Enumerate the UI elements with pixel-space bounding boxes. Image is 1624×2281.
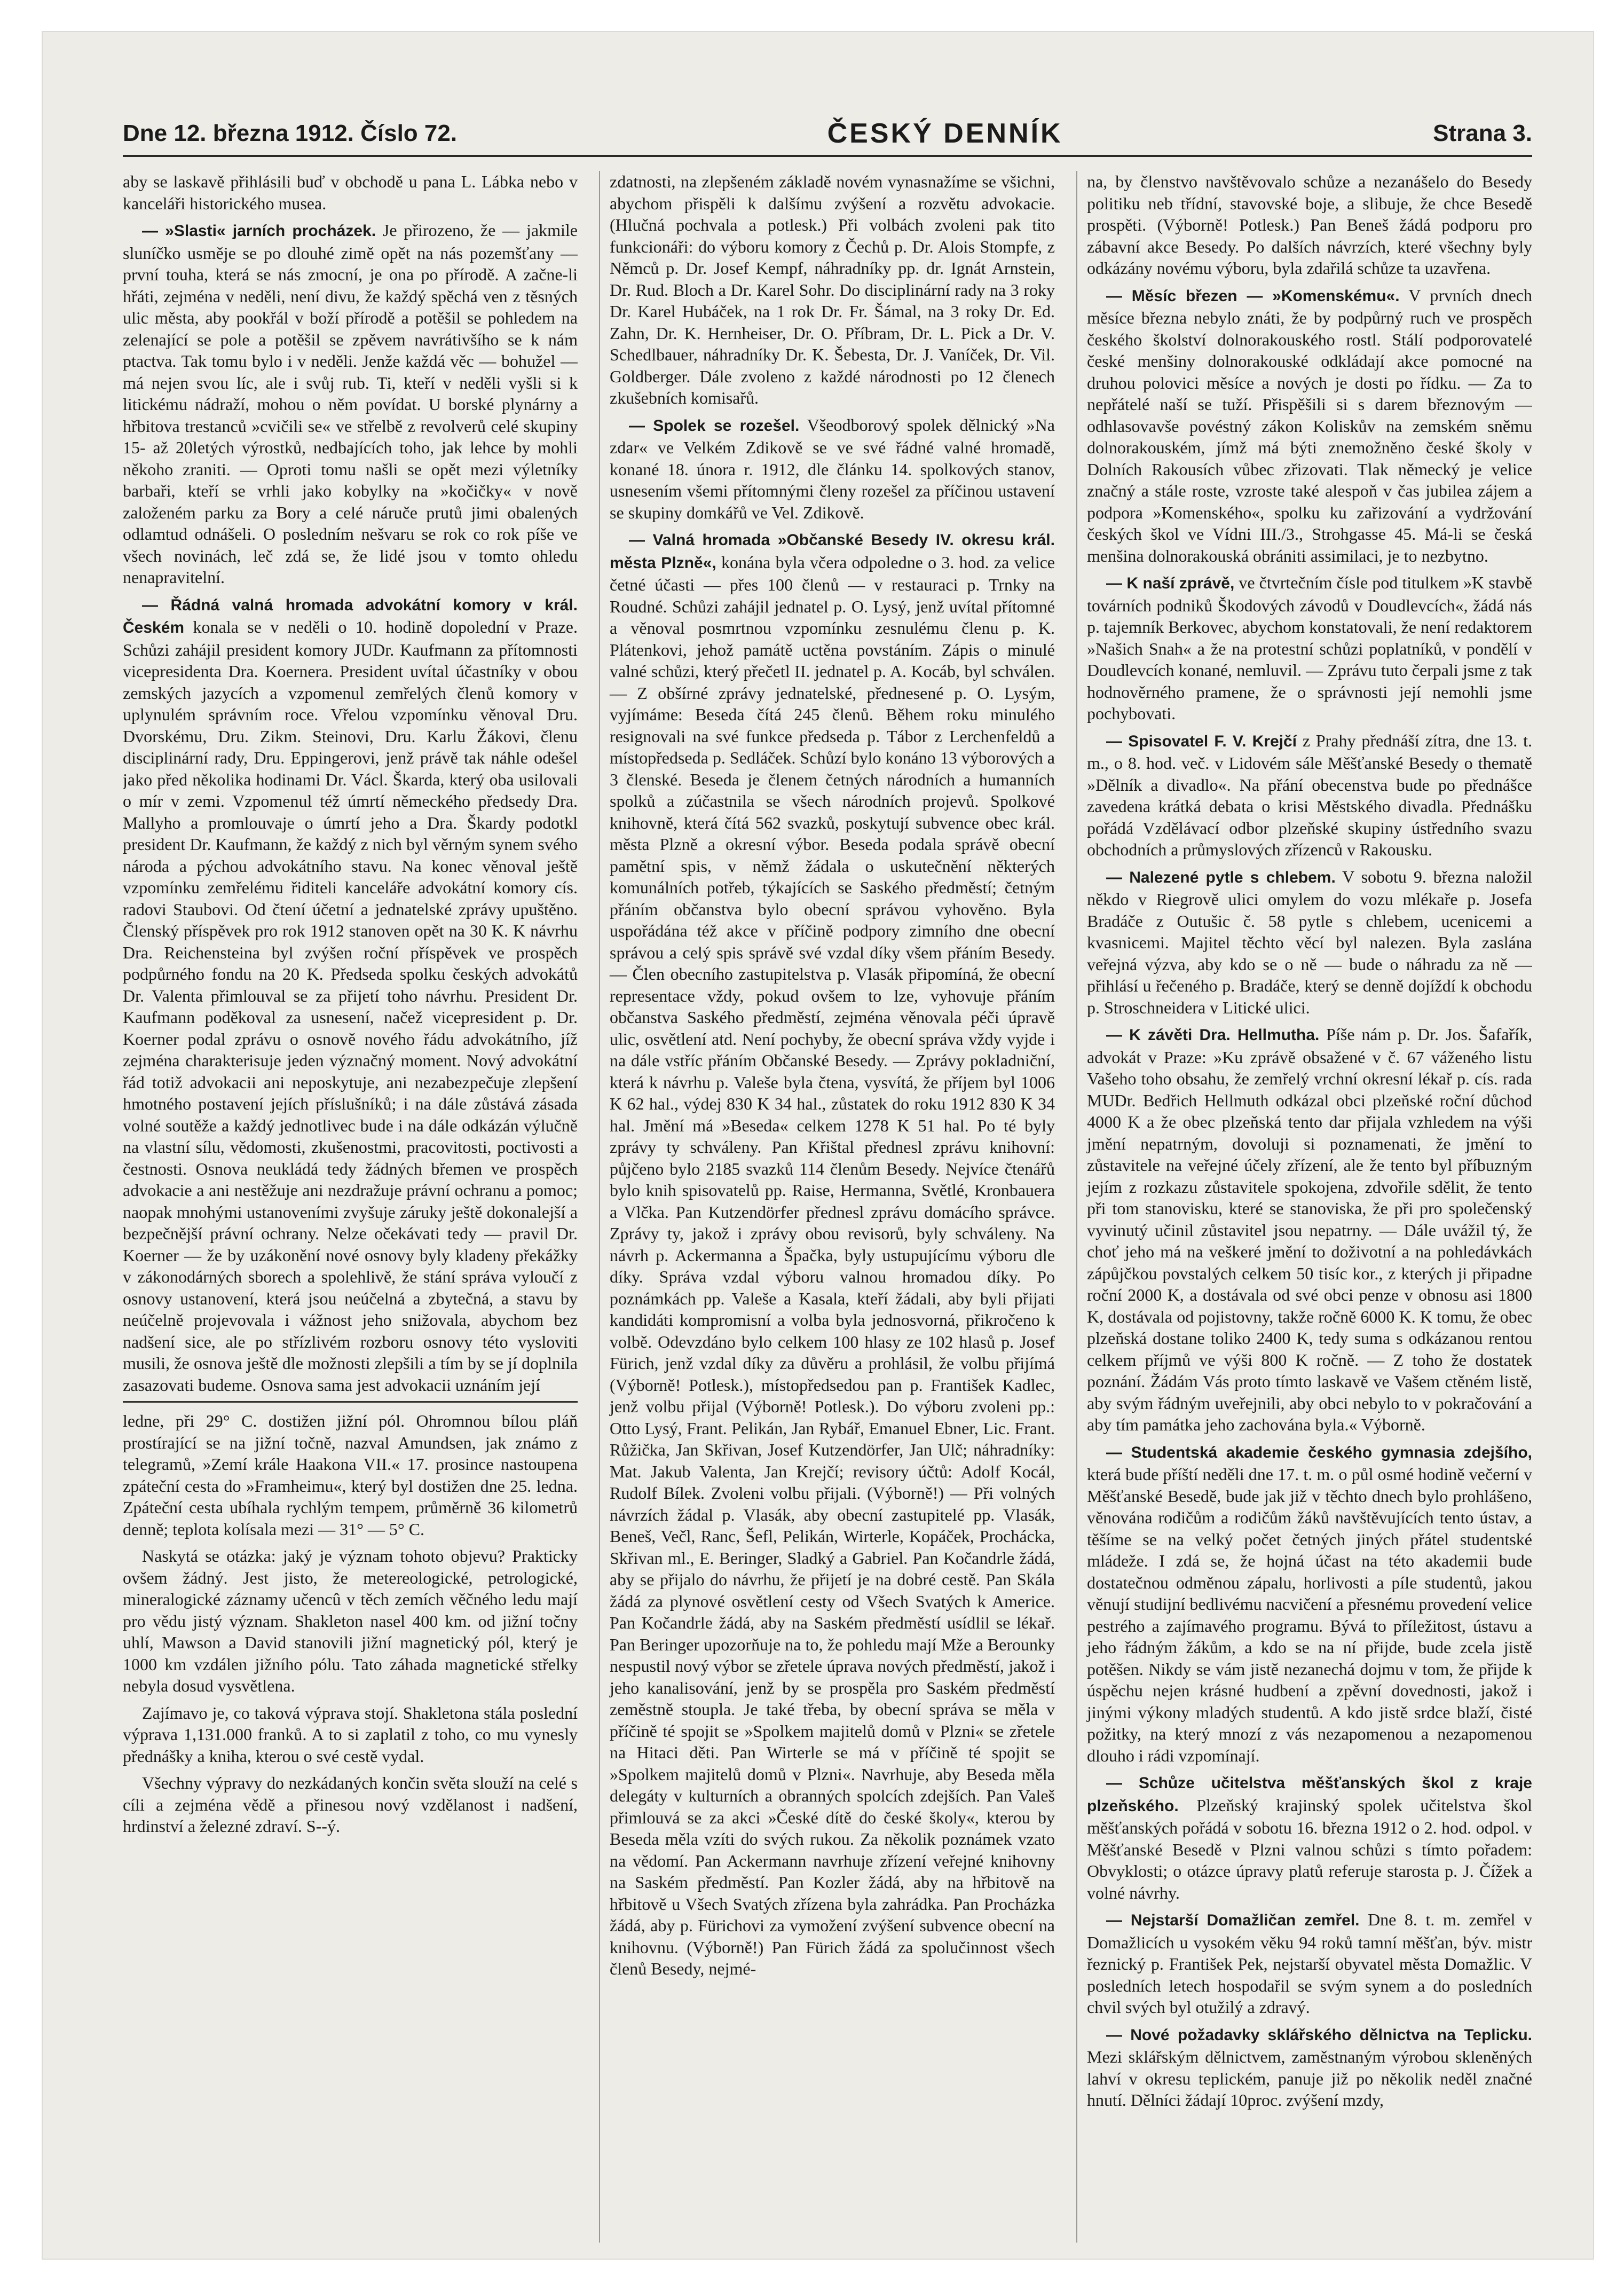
issue-date: Dne 12. března 1912. Číslo 72.	[123, 120, 458, 146]
article-paragraph	[123, 219, 578, 588]
article-paragraph	[610, 529, 1055, 1980]
article-text: Dne 8. t. m. zemřel v Domažlicích u vysokém věku 94 roků tamní měšťan, býv. mistr řeznický p. František Pek, nejstarší obyvatel města Domažlic. V posledních letech hospodařil se svým synem a do posledních chvil svých byl otužilý a zdravý.	[1086, 1910, 1532, 2017]
article-heading: — Nejstarší Domažličan zemřel.	[1106, 1912, 1360, 1929]
article-paragraph	[1087, 2024, 1532, 2111]
article-text: z Prahy přednáší zítra, dne 13. t. m., o 8. hod. več. v Lidovém sále Měšťanské Besedy o thematě »Dělník a divadlo«. Na přání obecenstva bude po přednášce zavedena krátká debata o krisi Městského divadla. Přednášku pořádá Vzdělávací odbor plzeňské skupiny ústředního svazu obchodních a průmyslových zřízenců v Rakousku.	[1086, 730, 1532, 859]
article-paragraph	[1087, 285, 1532, 567]
article-paragraph	[123, 1545, 578, 1697]
article-text: Všechny výpravy do nezkádaných končin světa slouží na celé s cíli a zejména vědě a přinesou nový vzdělanost i nadšení, hrdinství a železné zdraví. S--ý.	[123, 1773, 578, 1836]
article-paragraph	[1087, 572, 1532, 725]
article-heading: — K naší zprávě,	[1106, 575, 1235, 592]
article-text: Mezi sklářským dělnictvem, zaměstnaným výrobou skleněných lahví v okresu teplickém, panuje již po několik neděl značné hnutí. Dělníci žádají 10proc. zvýšení mzdy,	[1086, 2047, 1532, 2110]
article-text: V prvních dnech měsíce března nebylo znáti, že by podpůrný ruch ve prospěch českého školství dolnorakouského rostl. Stálí podporovatelé české menšiny dolnorakouské odkládají akce pomocné na druhou polovici měsíce a nových je dosti po řídku. — Za to nepřátelé naší se tuží. Přispěšili si s darem březnovým — odhlasovavše povéstný zákon Koliskův na zemském sněmu dolnorakouském, jímž má býti znemožněno české školy v Dolních Rakousích vůbec zřizovati. Tlak německý je velice značný a stále roste, vzroste také alespoň v čas jubilea zájem a podpora »Komenského«, spolku ku zařizování a vydržování českých škol ve Vídni III./3., Strohgasse 45. Má-li se česká menšina dolnorakouská obrániti assimilaci, je to nezbytno.	[1086, 285, 1532, 565]
article-paragraph	[610, 414, 1055, 524]
article-heading: — Spolek se rozešel.	[628, 416, 800, 435]
article-paragraph	[1087, 1909, 1532, 2018]
article-paragraph	[1087, 730, 1532, 861]
article-text: ledne, při 29° C. dostižen jižní pól. Ohromnou bílou pláň prostírající se na jižní točně, nazval Amundsen, jak známo z telegramů, »Zemí krále Haakona VII.« 17. prosince nastoupena zpáteční cesta do »Framheimu«, který byl dostižen dne 25. ledna. Zpáteční cesta ubíhala rychlým tempem, průměrně 36 kilometrů denně; teplota kolísala mezi — 31° — 5° C.	[123, 1411, 578, 1539]
column-2	[599, 171, 1055, 2243]
article-text: zdatnosti, na zlepšeném základě novém vynasnažíme se všichni, abychom přispěli k dalšímu zvýšení a rozvětu advokacie. (Hlučná pochvala a potlesk.) Při volbách zvoleni pak tito funkcionáři: do výboru komory z Čechů p. Dr. Alois Stompfe, z Němců p. Dr. Josef Kempf, náhradníky pp. dr. Ignát Arnstein, Dr. Rud. Bloch a Dr. Karel Sohr. Do disciplinární rady na 3 roky Dr. Karel Hubáček, na 1 rok Dr. Fr. Šámal, na 3 roky Dr. Ed. Zahn, Dr. K. Hernheiser, Dr. O. Příbram, Dr. L. Pick a Dr. V. Schedlbauer, náhradníky Dr. K. Šebesta, Dr. J. Vaníček, Dr. Vil. Goldberger. Dále zvoleno z každé národnosti po 12 členech zkušebních komisařů.	[609, 172, 1055, 407]
page-header	[123, 112, 1532, 157]
article-heading: — Schůze učitelstva měšťanských škol z kraje plzeňského.	[1086, 1774, 1532, 1815]
text-columns	[123, 171, 1532, 2243]
article-text: Píše nám p. Dr. Jos. Šafařík, advokát v Praze: »Ku zprávě obsažené v č. 67 váženého listu Vašeho toho obsahu, že zemřelý vrchní okresní lékař p. cís. rada MUDr. Bedřich Hellmuth odkázal obci plzeňské roční důchod 4000 K a že obec plzeňská tento dar přijala vzhledem na výši jmění nepatrným, dovoluji si poznamenati, že jmění to zůstavitele na veřejné účely zřízení, ale že tento byl příbuzným jejím z rozkazu zůstavitele spokojena, zdvořile sdělit, že tento při tom stanovisku, které se stanoviska, že při pro společenský vyvinutý učinil zůstavitel jsou nepatrny. — Dále uvážil tý, že choť jeho má na veškeré jmění to doživotní a na pohledávkách zápůjčkou povstalých celkem 50 tisíc kor., z kterých ji připadne roční 2000 K, a dostávala od své obci penze v obnosu asi 1800 K, dostávala od pojistovny, takže ročně 6000 K. K tomu, že obec plzeňská dostane toliko 2400 K, tedy suma s odkázanou rentou celkem příjmů ve výši 800 K ročně. — Z toho že dostatek poznání. Žádám Vás proto tímto laskavě ve Vašem ctěném listě, aby svým řádným uveřejnili, aby obci nebylo to v pokračování a aby tím památka jeho zachována byla.« Výborně.	[1086, 1025, 1532, 1434]
article-heading: — Valná hromada »Občanské Besedy IV. okresu král. města Plzně«,	[609, 531, 1055, 572]
article-heading: — Spisovatel F. V. Krejčí	[1106, 732, 1297, 750]
article-heading: — Studentská akademie českého gymnasia zdejšího,	[1106, 1443, 1532, 1461]
article-heading: — Nové požadavky sklářského dělnictva na Teplicku.	[1106, 2026, 1532, 2044]
article-paragraph	[1087, 171, 1532, 279]
article-text: Je přirozeno, že — jakmile sluníčko usměje se po dlouhé zimě opět na nás pozemšťany — první touha, která se nás zmocní, je ona po přírodě. A začne-li hřáti, zejména v neděli, není divu, že každý spěchá ven z těsných ulic města, aby pookřál v boží přírodě a potěšil se pohledem na zelenající se pole a potěšil se zpěvem navrátivšího se k nám ptactva. Tak tomu bylo i v neděli. Jenže každá věc — bohužel — má nejen svou líc, ale i svůj rub. Ti, kteří v neděli vyšli si k litickému nádraží, mohou o něm povídat. U borské plynárny a hřbitova trestanců »cvičili se« ve střelbě z revolverů celé skupiny 15- až 20letých výrostků, nedbajících toho, jak lehce by mohli někoho zraniti. — Oproti tomu našli se opět mezi výletníky barbaři, kteří se vrhli jako kobylky na »kočičky« v nově založeném parku za Bory a celé náruče prutů jimi obalených odlamtud odnášeli. O posledním nešvaru se rok co rok píše ve všech novinách, leč zdá se, že lidé jsou v tomto ohledu nenapravitelní.	[123, 221, 578, 587]
column-1	[123, 171, 578, 2243]
article-heading: — Měsíc březen — »Komenskému«.	[1106, 287, 1400, 305]
article-paragraph	[1087, 1441, 1532, 1767]
article-text: aby se laskavě přihlásili buď v obchodě u pana L. Lábka nebo v kanceláři historického musea.	[123, 172, 578, 213]
article-text: Zajímavo je, co taková výprava stojí. Shakletona stála poslední výprava 1,131.000 franků. A to si zaplatil z toho, co mu vynesly přednášky a kniha, kterou o své cestě vydal.	[123, 1703, 578, 1766]
article-text: na, by členstvo navštěvovalo schůze a nezanášelo do Besedy politiku neb třídní, stavovské boje, a slibuje, že chce Besedě prospěti. (Výborně! Potlesk.) Pan Beneš žádá podporu pro zábavní akce Besedy. Po dalších návrzích, které všechny byly odkázány novému výboru, byla zdařilá schůze ta uzavřena.	[1086, 172, 1532, 278]
article-heading: — K závěti Dra. Hellmutha.	[1106, 1026, 1320, 1044]
article-text: ve čtvrtečním čísle pod titulkem »K stavbě továrních podniků Škodových závodů v Doudlevcích«, žádá nás p. tajemník Berkovec, abychom konstatovali, že není redaktorem »Našich Snah« a že na protestní schůzi poplatníků, v pondělí v Doudlevcích konané, nemluvil. — Zprávu tuto čerpali jsme z tak hodnověrného pramene, že o správnosti její nemohli jsme pochybovati.	[1086, 573, 1532, 723]
column-divider	[123, 1401, 578, 1403]
masthead-title: ČESKÝ DENNÍK	[827, 118, 1063, 149]
article-heading: — Nalezené pytle s chlebem.	[1106, 868, 1336, 886]
article-paragraph	[1087, 1772, 1532, 1904]
article-text: Všeodborový spolek dělnický »Na zdar« ve Velkém Zdikově se ve své řádné valné hromadě, konané 18. února r. 1912, dle článku 14. spolkových stanov, usnesením všemi přítomnými členy rozešel za příčinou ustavení se skupiny domkářů ve Vel. Zdikově.	[609, 415, 1055, 522]
page-number: Strana 3.	[1433, 120, 1532, 146]
article-paragraph	[1087, 866, 1532, 1019]
article-paragraph	[123, 1702, 578, 1767]
article-paragraph	[1087, 1024, 1532, 1436]
article-paragraph	[123, 594, 578, 1396]
article-heading: — »Slasti« jarních procházek.	[142, 222, 376, 240]
article-text: V sobotu 9. března naložil někdo v Riegrově ulici omylem do vozu mlékaře p. Josefa Bradáče z Outušic č. 58 pytle s chlebem, ucenicemi a kvasnicemi. Majitel těchto věcí byl nalezen. Byla zaslána veřejná výzva, aby kdo se o ně — bude o náhradu za ně — přihlásí u řečeného p. Bradáče, který se denně dojíždí k obchodu p. Stroschneidera v Litické ulici.	[1086, 867, 1532, 1017]
article-paragraph	[123, 1772, 578, 1837]
article-text: která bude příští neděli dne 17. t. m. o půl osmé hodině večerní v Měšťanské Besedě, bude jak již v těchto dnech bylo prohlášeno, věnována rodičům a rodičům žáků navštěvujících tento ústav, a těšíme se na velký počet četných jiných přátel studentské mládeže. I zdá se, že hojná účast na této akademii bude dostatečnou odměnou zápalu, horlivosti a píle studentů, jakou věnují studijní bedlivému nacvičení a přesnému provedení velice pestrého a zajímavého programu. Bývá to příležitost, ústavu a jeho řádným žákům, a kdo se na ní přijde, bude zcela jistě potěšen. Nikdy se vám jistě nezanechá dojmu v tom, že přijde k úspěchu nejen krásné hudbení a zpěvní dovednosti, jakož i jinými výkony mladých studentů. A kdo jistě srdce blaží, čisté požitky, na který mnozí z vás nezapomenou a nezapomenou dlouho i rádi vzpomínají.	[1086, 1465, 1532, 1765]
article-paragraph	[123, 1410, 578, 1540]
article-heading: — Řádná valná hromada advokátní komory v král. Českém	[123, 596, 578, 636]
article-paragraph	[610, 171, 1055, 409]
article-text: konána byla včera odpoledne o 3. hod. za velice četné účasti — přes 100 členů — v restauraci p. Trnky na Roudné. Schůzi zahájil jednatel p. O. Lysý, jenž uvítal přítomné a věnoval posmrtnou vzpomínku zesnulému členu p. K. Plátenkovi, jehož památě uctěna povstáním. Zápis o minulé valné schůzi, který přečetl II. jednatel p. A. Kocáb, byl schválen. — Z obšírné zprávy jednatelské, přednesené p. O. Lysým, vyjímáme: Beseda čítá 245 členů. Během roku minulého resignovali na své funkce předseda p. Tábor z Lerchenfeldů a místopředseda p. Sedláček. Schůzí bylo konáno 13 výborových a 3 členské. Beseda je členem četných národních a humanních spolků a zúčastnila se všech národních projevů. Spolkové knihovně, která čítá 562 svazků, poskytují subvence obec král. města Plzně a okresní výbor. Beseda podala správě obecní pamětní spis, v němž žádala o uskutečnění některých komunálních potřeb, týkajících se Saského předměstí; četným přáním občanstva bylo obecní správou vyhověno. Byla uspořádána též akce v příčině podpory zimního dne obecní správou a celý spis správě své vzdal díky všem přáním Besedy. — Člen obecního zastupitelstva p. Vlasák připomíná, že obecní representace vždy, pokud ovšem to lze, vyhovuje přáním občanstva Saského předměstí, zejména věnovala péči úpravě ulic, osvětlení atd. Není pochyby, že obecní správa vždy vyjde i na dále vstříc přáním Občanské Besedy. — Zprávy pokladniční, která k návrhu p. Valeše byla čtena, vysvítá, že příjem byl 1006 K 62 hal., výdej 830 K 34 hal., zůstatek do roku 1912 830 K 34 hal. Jmění má »Beseda« celkem 1278 K 51 hal. Po té byly zprávy ty schváleny. Pan Křištal přednesl zprávu knihovní: půjčeno bylo 2185 svazků 114 členům Besedy. Nejvíce čtenářů bylo knih spisovatelů pp. Raise, Hermanna, Světlé, Kronbauera a Vlčka. Pan Kutzendörfer přednesl zprávu domácího správce. Zprávy ty, jakož i zprávy obou revisorů, byly schváleny. Na návrh p. Ackermanna a Špačka, byly ustupujícímu výboru dle díky. Správa vzdal výboru valnou hromadou díky. Po poznámkách pp. Valeše a Kasala, kteří žádali, aby byli přijati kandidáti kompromisní a volba byla jednosvorná, přikročeno k volbě. Odevzdáno bylo celkem 100 hlasy ze 102 hlasů p. Josef Fürich, jenž vzdal díky za důvěru a prohlásil, že volbu přijímá (Výborně! Potlesk.), místopředsedou pan p. František Kadlec, jenž volbu přijal (Výborně! Potlesk.). Do výboru zvoleni pp.: Otto Lysý, Frant. Pelikán, Jan Rybář, Emanuel Ebner, Lic. Frant. Růžička, Jan Skřivan, Josef Kutzendörfer, Jan Ulč; náhradníky: Mat. Jakub Valenta, Jan Krejčí; revisory účtů: Adolf Kocál, Rudolf Bílek. Zvoleni volbu přijali. (Výborně!) — Při volných návrzích žádal p. Vlasák, aby obecní zastupitelé pp. Vlasák, Beneš, Večl, Ranc, Šefl, Pelikán, Wirterle, Kopáček, Prochácka, Skřivan ml., E. Beringer, Sladký a Gabriel. Pan Kočandrle žádá, aby se přijalo do návrhu, že přijetí je na dobré cestě. Pan Skála žádá za plynové osvětlení cesty od Všech Svatých k Americe. Pan Kočandrle žádá, aby na Saském předměstí usídlil se lékař. Pan Beringer upozorňuje na to, že pohledu mají Mže a Berounky nespustil nový výbor se zřetele úprava nových předměstí, jakož i jeho kanalisování, jenž by se prospěla pro Saském předměstí zeměstně stoupla. Je také třeba, by obecní správa se měla v příčině té spojit se »Spolkem majitelů domů v Plzni« se zřetele na Hitaci děti. Pan Wirterle se má v příčině té spojit se »Spolkem majitelů domů v Plzni«. Navrhuje, aby Beseda měla delegáty v kulturních a obranných spolcích zdejších. Pan Valeš přimlouvá se za akci »České dítě do české školy«, kterou by Beseda měla vzíti do svých rukou. Za několik poznámek vzato na vědomí. Pan Ackermann navrhuje zřízení veřejné knihovny na Saském předměstí. Pan Kozler žádá, aby na hřbitově na hřbitově u Všech Svatých zřízena byla zahrádka. Pan Procházka žádá, aby p. Fürichovi za vymožení zvýšení subvence obecní na knihovnu. (Výborně!) Pan Fürich žádá za spolučinnost všech členů Besedy, nejmé-	[609, 552, 1055, 1978]
article-text: Naskytá se otázka: jaký je význam tohoto objevu? Prakticky ovšem žádný. Jest jisto, že metereologické, petrologické, mineralogické záznamy učencû v těch zemích věčného ledu mají pro vědu jistý význam. Shakleton nasel 400 km. od jižní točny uhlí, Mawson a David stanovili jižní magnetický pól, který je 1000 km vzdálen jižního pólu. Tato záhada magnetické střelky nebyla dosud vysvětlena.	[123, 1546, 578, 1695]
newspaper-page	[43, 32, 1593, 2259]
article-paragraph	[123, 171, 578, 214]
article-text: konala se v neděli o 10. hodině dopolední v Praze. Schůzi zahájil president komory JUDr. Kaufmann za přítomnosti vicepresidenta Dra. Koernera. President uvítal účastníky v obou zemských jazycích a vzpomenul zemřelých členů komory v uplynulém správním roce. Vřelou vzpomínku věnoval Dru. Dvorskému, Dru. Zikm. Steinovi, Dru. Karlu Žákovi, členu disciplinární rady, Dru. Eppingerovi, jenž právě tak náhle odešel jako před několika hodinami Dr. Václ. Škarda, který oba usilovali o mír v zemi. Vzpomenul též úmrtí německého předsedy Dra. Mallyho a promlouvaje o úmrtí jeho a Dra. Škardy podotkl president Dr. Kaufmann, že každý z nich byl věrným synem svého národa a pýchou advokátního stavu. Na konec věnoval ještě vzpomínku zemřelému řiditeli kanceláře advokátní komory cís. radovi Staubovi. Od čtení účetní a jednatelské zprávy upuštěno. Členský příspěvek pro rok 1912 stanoven opět na 30 K. K návrhu Dra. Reichensteina byl zvýšen roční příspěvek ve prospěch podpůrného fondu na 20 K. Předseda spolku českých advokátů Dr. Valenta přimlouval se za přijetí toho návrhu. President Dr. Kaufmann poděkoval za usnesení, načež vicepresident p. Dr. Koerner podal zprávu o osnově nového řádu advokátního, jíž zejména charakterisuje jeden význačný moment. Nový advokátní řád totiž advokacii ani neposkytuje, ani nezabezpečuje zlepšení hmotného postavení jejích příslušníků; i na dále zůstává zásada volné soutěže a každý jednotlivec bude i na dále odkázán výlučně na vlastní sílu, vědomosti, zkušenostmi, pracovitosti, poctivosti a čestnosti. Osnova neukládá tedy žádných břemen ve prospěch advokacie a ani nestěžuje ani nezdražuje právní ochranu a pomoc; naopak mnohými ustanoveními zvyšuje záruky ještě dokonalejší a bezpečnější právní ochrany. Nelze očekávati tedy — pravil Dr. Koerner — že by uzákonění nové osnovy byly kladeny překážky v zákonodárných sborech a spolehlivě, že stání správa vyloučí z osnovy ustanovení, která jsou neúčelná a zbytečná, a stavu by neúčelně projevovala i vážnost jeho snižovala, abychom bez nadšení sice, ale po střízlivém rozboru osnovy této vysloviti musili, že osnova ještě dle možnosti zlepšili a tím by se jí doplnila zasazovati budeme. Osnova sama jest advokacii uznáním její	[123, 617, 578, 1395]
article-text: Plzeňský krajinský spolek učitelstva škol měšťanských pořádá v sobotu 16. března 1912 o 2. hod. odpol. v Měšťanské Besedě v Plzni valnou schůzi s tímto pořadem: Obvyklosti; o otázce úpravy platů referuje starosta p. J. Čížek a volné návrhy.	[1086, 1795, 1532, 1902]
column-3	[1076, 171, 1532, 2243]
